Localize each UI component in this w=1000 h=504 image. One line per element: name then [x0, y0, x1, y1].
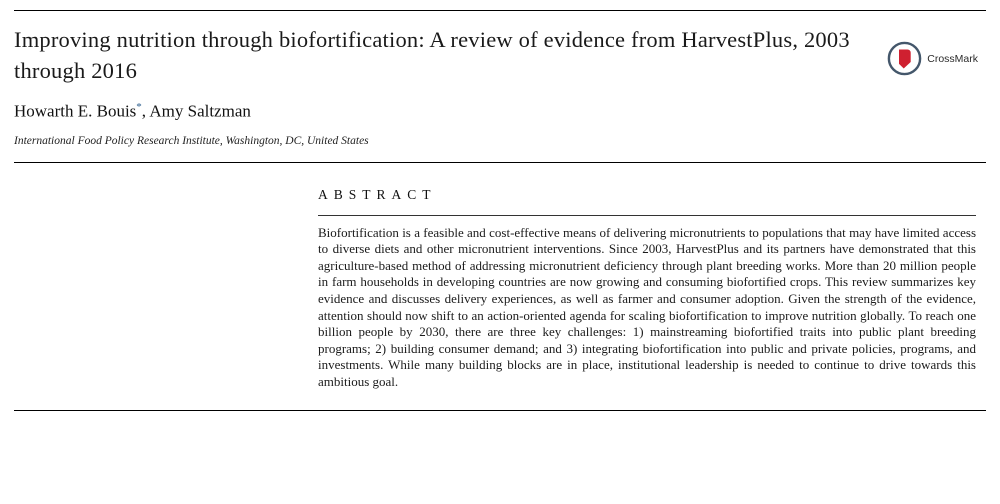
crossmark-badge[interactable] [886, 40, 978, 77]
paper-page [0, 10, 1000, 411]
author-rest: , Amy Saltzman [141, 101, 251, 121]
author-first: Howarth E. Bouis [14, 101, 137, 121]
crossmark-label: CrossMark [927, 52, 978, 65]
header-divider-rule [14, 162, 986, 163]
paper-header [14, 24, 986, 86]
abstract-text: Biofortification is a feasible and cost-effective means of delivering micronutrients to populations that may have limited access to diverse diets and other micronutrient interventions. Since 2003, HarvestPlus and its partners have demonstrated that this agriculture-based method of addressing micronutrient deficiency through plant breeding works. More than 20 million people in farm households in developing countries are now growing and consuming biofortified crops. This review summarizes key evidence and discusses delivery experiences, as well as farmer and consumer adoption. Given the strength of the evidence, attention should now shift to an action-oriented agenda for scaling biofortification to improve nutrition globally. To reach one billion people by 2030, there are three key challenges: 1) mainstreaming biofortified traits into public plant breeding programs; 2) building consumer demand; and 3) integrating biofortification into public and private policies, programs, and investments. While many building blocks are in place, institutional leadership is needed to continue to drive towards this ambitious goal. [318, 224, 976, 389]
paper-title: Improving nutrition through biofortification: A review of evidence from HarvestPlus, 2003 through 2016 [14, 27, 850, 83]
abstract-heading: ABSTRACT [318, 186, 437, 202]
author-line [14, 101, 986, 122]
top-rule [14, 10, 986, 11]
abstract-heading-rule [318, 215, 976, 216]
crossmark-icon [886, 40, 923, 77]
corresponding-author-asterisk[interactable]: * [136, 101, 142, 113]
abstract-section [14, 187, 986, 391]
affiliation: International Food Policy Research Institute, Washington, DC, United States [14, 134, 369, 147]
bottom-rule [14, 410, 986, 411]
